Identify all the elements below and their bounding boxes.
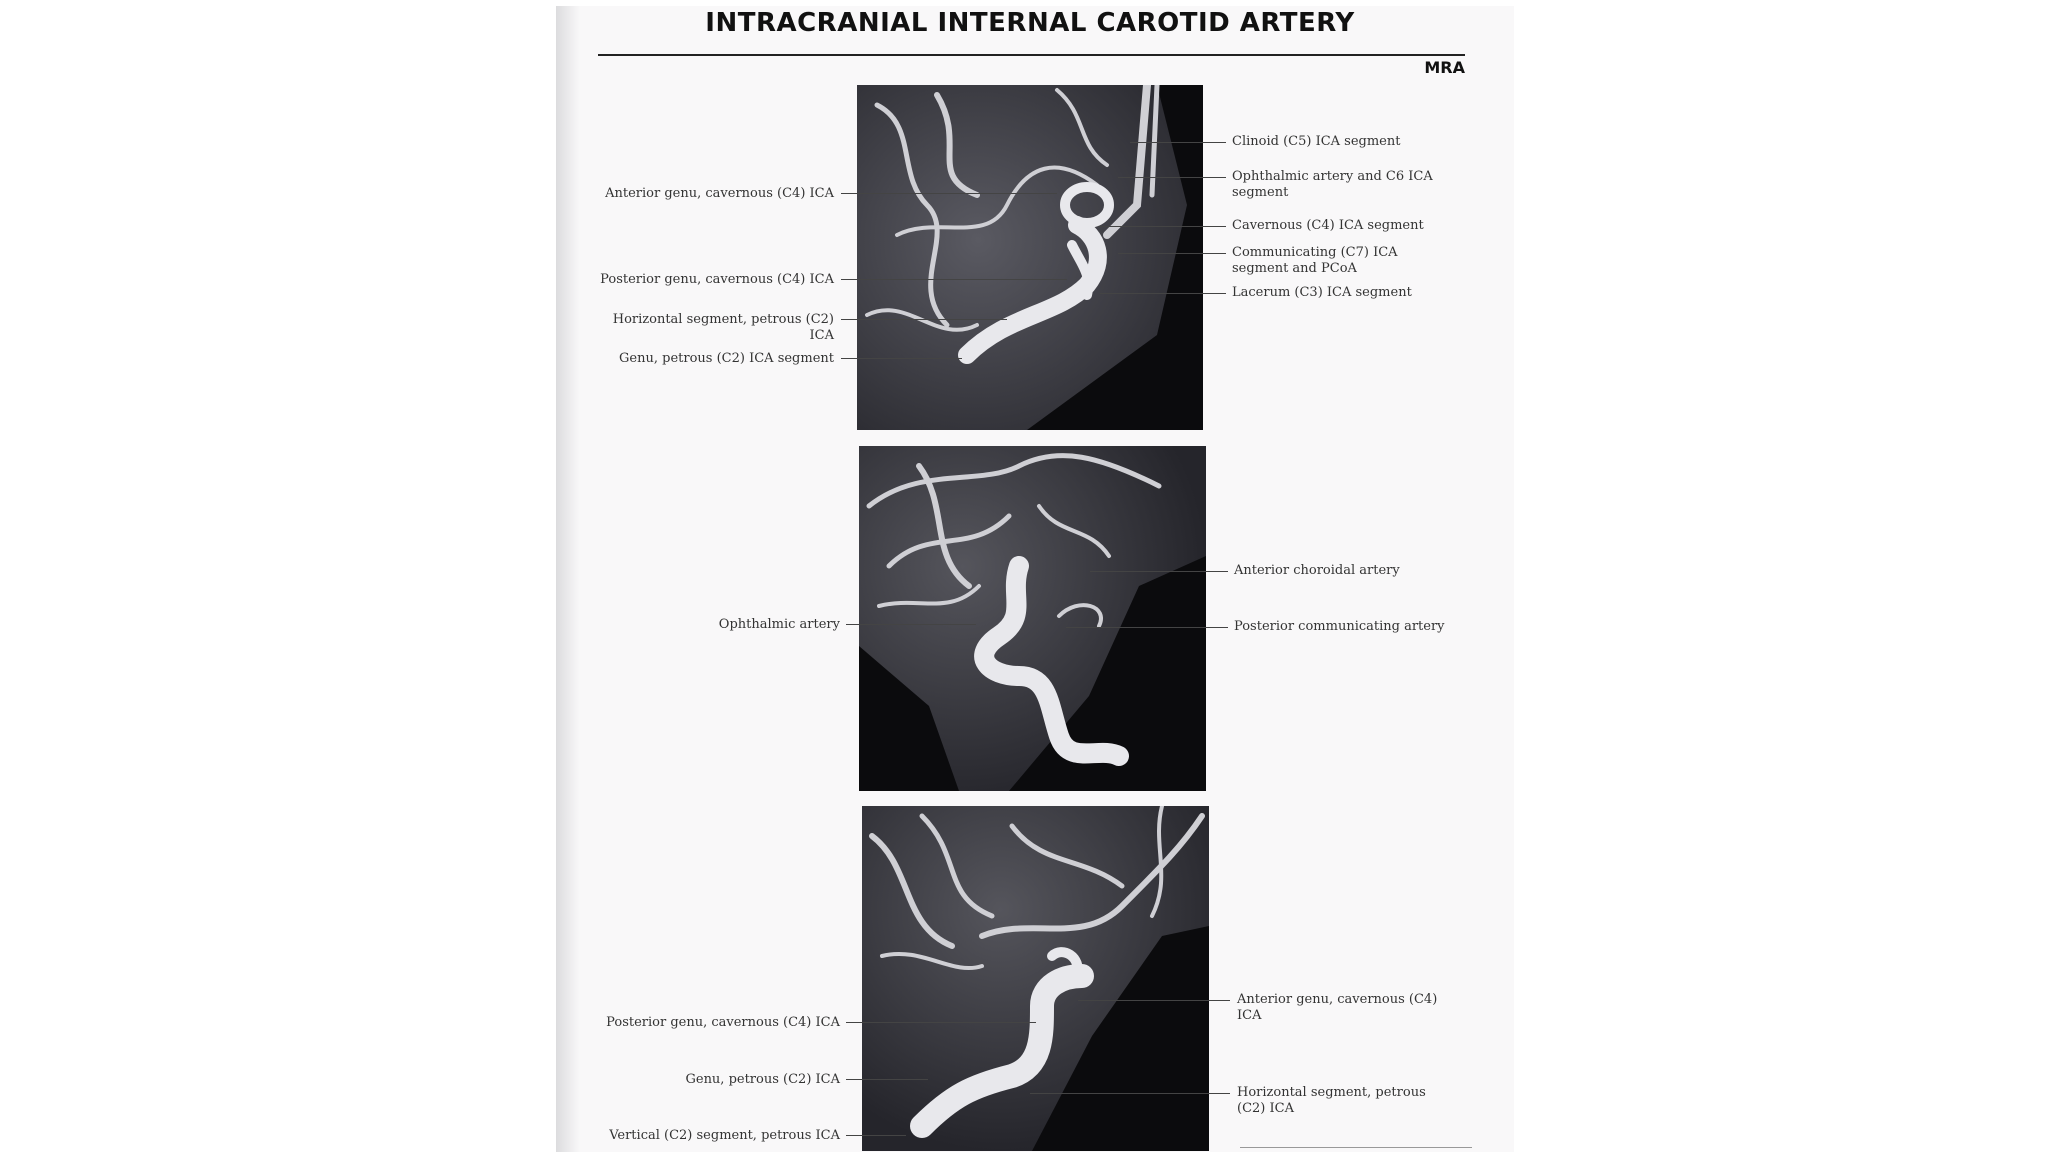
leader-line <box>846 624 976 625</box>
label-lacerum-segment: Lacerum (C3) ICA segment <box>1232 285 1412 300</box>
label-horizontal-segment-petrous: Horizontal segment, petrous (C2) ICA <box>1237 1085 1426 1116</box>
label-genu-petrous: Genu, petrous (C2) ICA <box>685 1072 840 1087</box>
label-posterior-genu-cavernous: Posterior genu, cavernous (C4) ICA <box>600 272 834 287</box>
section-label: MRA <box>1424 58 1465 77</box>
leader-line <box>1118 253 1226 254</box>
label-vertical-segment-petrous: Vertical (C2) segment, petrous ICA <box>609 1128 840 1143</box>
mra-image-3 <box>862 806 1209 1151</box>
label-anterior-choroidal-artery: Anterior choroidal artery <box>1234 563 1400 578</box>
leader-line <box>846 1135 906 1136</box>
leader-line <box>1118 177 1226 178</box>
leader-line <box>1098 226 1226 227</box>
leader-line <box>841 319 1007 320</box>
page-binding-shadow <box>556 6 580 1152</box>
label-clinoid-segment: Clinoid (C5) ICA segment <box>1232 134 1401 149</box>
leader-line <box>1030 1093 1230 1094</box>
mra-image-1 <box>857 85 1203 430</box>
leader-line <box>841 193 1057 194</box>
page-title: INTRACRANIAL INTERNAL CAROTID ARTERY <box>705 8 1355 38</box>
leader-line <box>1066 627 1228 628</box>
label-posterior-communicating-artery: Posterior communicating artery <box>1234 619 1445 634</box>
label-communicating-segment: Communicating (C7) ICA segment and PCoA <box>1232 245 1398 276</box>
label-genu-petrous-segment: Genu, petrous (C2) ICA segment <box>619 351 834 366</box>
leader-line <box>846 1022 1036 1023</box>
label-horizontal-segment-petrous: Horizontal segment, petrous (C2) ICA <box>612 312 834 343</box>
mra-image-2 <box>859 446 1206 791</box>
leader-line <box>1078 1000 1230 1001</box>
leader-line <box>846 1079 928 1080</box>
label-posterior-genu-cavernous: Posterior genu, cavernous (C4) ICA <box>606 1015 840 1030</box>
mra-angiogram-3 <box>862 806 1209 1151</box>
label-anterior-genu-cavernous: Anterior genu, cavernous (C4) ICA <box>605 186 834 201</box>
mra-angiogram-2 <box>859 446 1206 791</box>
label-ophthalmic-c6-segment: Ophthalmic artery and C6 ICA segment <box>1232 169 1433 200</box>
label-anterior-genu-cavernous: Anterior genu, cavernous (C4) ICA <box>1237 992 1438 1023</box>
leader-line <box>841 358 962 359</box>
label-cavernous-segment: Cavernous (C4) ICA segment <box>1232 218 1424 233</box>
label-ophthalmic-artery: Ophthalmic artery <box>718 617 840 632</box>
bottom-rule <box>1240 1147 1472 1148</box>
leader-line <box>841 279 1067 280</box>
leader-line <box>1100 293 1226 294</box>
leader-line <box>1130 142 1226 143</box>
leader-line <box>1090 571 1228 572</box>
mra-angiogram-1 <box>857 85 1203 430</box>
title-rule <box>598 54 1465 56</box>
